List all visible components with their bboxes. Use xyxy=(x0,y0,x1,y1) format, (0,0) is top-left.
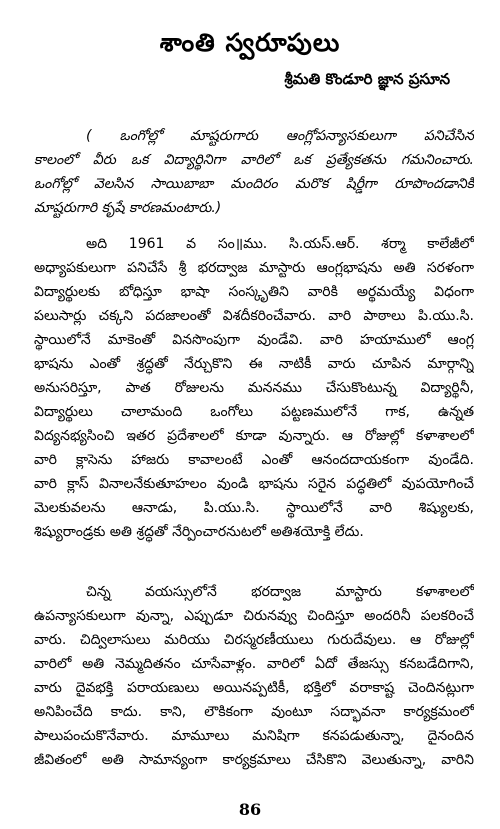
text-line: మాష్టరుగారి కృషే కారణమంటారు.) xyxy=(34,200,222,216)
text-line: పలుసార్లు చక్కని పదజాలంతో విశదీకరించేవారు. వారి పాఠాలు పి.యు.సి. xyxy=(34,308,474,324)
text-line: మెలకువలను ఆనాడు, పి.యు.సి. స్థాయిలోనే వారి శిష్యులకు, xyxy=(34,500,474,516)
text-line: ఉపన్యాసకులుగా వున్నా, ఎప్పుడూ చిరునవ్వు చిందిస్తూ అందరినీ పలకరించే xyxy=(34,608,474,624)
text-line: వారి క్లాస్ వినాలనేకుతూహలం వుండి భాషను సరైన పద్ధతిలో వుపయోగించే xyxy=(34,476,474,492)
text-line: అనుసరిస్తూ, పాత రోజులను మననము చేసుకొంటున్న విద్యార్థినీ, xyxy=(34,380,474,396)
text-line: విద్యార్థులు చాలామంది ఒంగోలు పట్టణములోనే గాక, ఉన్నత xyxy=(34,404,474,420)
text-line: కాలంలో వీరు ఒక విద్యార్థినిగా వారిలో ఒక ప్రత్యేకతను గమనించారు. xyxy=(34,152,474,168)
text-line: అనిపించేది కాదు. కాని, లౌకికంగా వుంటూ సద్భావనా కార్యక్రమంలో xyxy=(34,704,474,720)
text-line: స్థాయిలోనే మాకెంతో వినసొంపుగా వుండేవి. వారి హయాములో ఆంగ్ల xyxy=(34,332,474,348)
text-line: వారు. చిద్విలాసులు మరియు చిరస్మరణీయులు గురుదేవులు. ఆ రోజుల్లో xyxy=(34,632,474,648)
text-line: అది 1961 వ సం॥ము. సి.యస్.ఆర్. శర్మా కాలేజీలో xyxy=(86,236,474,252)
text-line: శిష్యురాండ్రకు అతి శ్రద్ధతో నేర్పించారనుటలో అతిశయోక్తి లేదు. xyxy=(34,524,364,540)
page-title: శాంతి స్వరూపులు xyxy=(159,28,341,57)
text-line: చిన్న వయస్సులోనే భరద్వాజ మాస్టారు కళాశాలలో xyxy=(86,584,474,600)
text-line: ( ఒంగోల్లో మాష్టరుగారు ఆంగ్లోపన్యాసకులుగా పనిచేసిన xyxy=(86,128,474,144)
text-line: వారు దైవభక్తి పరాయణులు అయినప్పటికీ, భక్తిలో వరాకాష్ట చెందినట్లుగా xyxy=(34,680,474,696)
text-line: విద్యనభ్యసించి ఇతర ప్రదేశాలలో కూడా వున్నారు. ఆ రోజుల్లో కళాశాలలో xyxy=(34,428,474,444)
paragraph-1 xyxy=(34,232,474,544)
text-line: వారి క్లాసెను హాజరు కావాలంటే ఎంతో ఆనందదాయకంగా వుండేది. xyxy=(34,452,474,468)
page-number: 86 xyxy=(238,800,262,819)
text-line: భాషను ఎంతో శ్రద్ధతో నేర్చుకొని ఈ నాటికీ వారు చూపిన మార్గాన్ని xyxy=(34,356,474,372)
text-line: ఒంగోల్లో వెలసిన సాయిబాబా మందిరం మరొక షిర్డీగా రూపొందడానికి xyxy=(34,176,474,192)
text-line: జీవితంలో అతి సామాన్యంగా కార్యక్రమాలు చేసికొని వెలుతున్నా, వారిని xyxy=(34,752,474,768)
intro-quote xyxy=(34,124,474,220)
paragraph-2 xyxy=(34,580,474,772)
text-line: వారిలో అతి నెమ్మదితనం చూసేవాళ్లం. వారిలో ఏదో తేజస్సు కనబడేదిగాని, xyxy=(34,656,474,672)
author-line: శ్రీమతి కొండూరి జ్ఞాన ప్రసూన xyxy=(284,70,450,88)
text-line: అధ్యాపకులుగా పనిచేసే శ్రీ భరద్వాజ మాస్టారు ఆంగ్లభాషను అతి సరళంగా xyxy=(34,260,474,276)
text-line: పాలుపంచుకొనేవారు. మామూలు మనిషిగా కనపడుతున్నా, దైనందిన xyxy=(34,728,474,744)
text-line: విద్యార్థులకు బోధిస్తూ భాషా సంస్కృతిని వారికి అర్థమయ్యే విధంగా xyxy=(34,284,474,300)
